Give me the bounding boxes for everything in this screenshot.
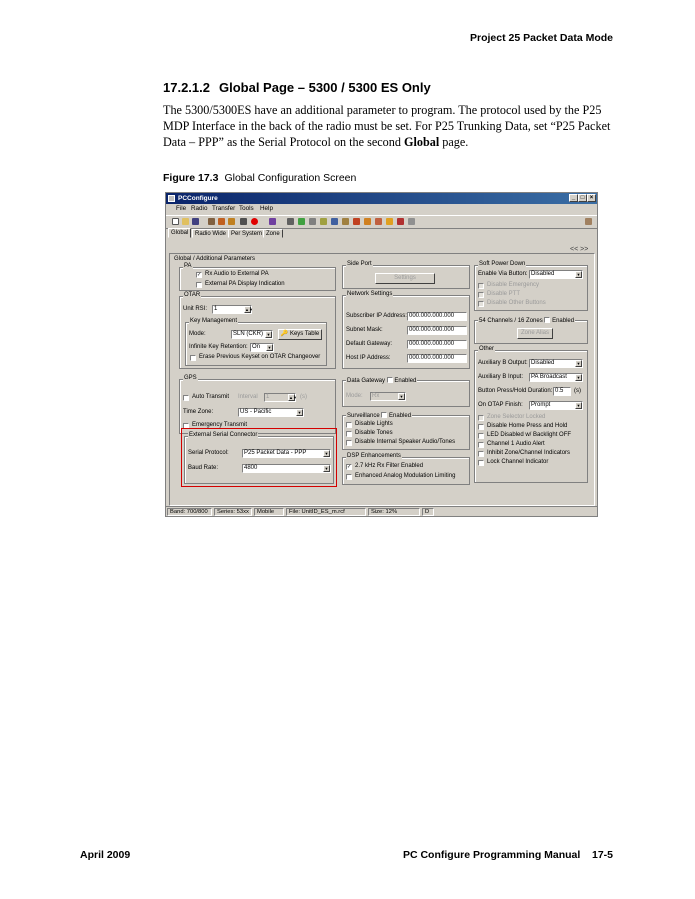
zone-selector-locked-label: Zone Selector Locked: [487, 414, 546, 420]
otar-title: OTAR: [184, 292, 201, 298]
window-title: PCConfigure: [178, 195, 218, 202]
status-bar: [166, 506, 597, 517]
press-hold-unit: (s): [574, 388, 581, 394]
other-group: [474, 346, 588, 483]
new-icon[interactable]: [172, 218, 179, 225]
dropdown-arrow-icon: ▼: [399, 394, 404, 399]
mode-select[interactable]: SLN (CKR) ▼: [231, 330, 273, 339]
enable-via-button-select[interactable]: Disabled ▼: [529, 270, 583, 279]
status-flag: D: [422, 508, 434, 516]
page-header: Project 25 Packet Data Mode: [470, 32, 613, 44]
time-zone-select[interactable]: US - Pacific ▼: [238, 408, 304, 417]
interval-label: Interval: [238, 394, 258, 400]
disable-emergency-checkbox[interactable]: [478, 283, 484, 289]
figure-caption-text: Global Configuration Screen: [224, 172, 357, 184]
press-hold-input[interactable]: 0.5: [553, 387, 571, 396]
footer-date: April 2009: [80, 849, 131, 861]
rx-audio-checkbox[interactable]: ✓: [197, 272, 202, 278]
disable-lights-label: Disable Lights: [355, 421, 393, 427]
tab-radio-wide[interactable]: Radio Wide: [192, 229, 229, 238]
dropdown-arrow-icon: ▼: [267, 345, 272, 350]
side-port-group: [342, 261, 470, 289]
body-paragraph: [163, 102, 613, 150]
menu-bar: [166, 204, 597, 214]
press-hold-label: Button Press/Hold Duration:: [478, 388, 553, 394]
help-icon[interactable]: [269, 218, 276, 225]
section-heading: [163, 80, 431, 95]
otar-group: [179, 292, 336, 369]
dropdown-arrow-icon: ▼: [324, 451, 329, 456]
aux-b-output-label: Auxiliary B Output:: [478, 360, 528, 366]
title-bar: [166, 193, 597, 204]
inhibit-indicators-label: Inhibit Zone/Channel Indicators: [487, 450, 571, 456]
rx-filter-checkbox[interactable]: ✓: [347, 464, 352, 470]
disable-other-buttons-checkbox[interactable]: [478, 301, 484, 307]
tool-icon-9[interactable]: [375, 218, 382, 225]
infinite-key-label: Infinite Key Retention:: [189, 344, 248, 350]
page-nav-arrows[interactable]: << >>: [570, 246, 589, 253]
key-management-group: [185, 318, 327, 366]
tab-zone[interactable]: Zone: [263, 229, 283, 238]
subscriber-ip-input[interactable]: 000.000.000.000: [407, 312, 467, 321]
lock-channel-indicator-label: Lock Channel Indicator: [487, 459, 549, 465]
unit-rsi-input[interactable]: 1 ▲▼: [214, 306, 253, 312]
ext-pa-display-checkbox[interactable]: [196, 282, 202, 288]
interval-unit: (s): [300, 394, 307, 400]
data-gateway-title: Data Gateway Enabled: [347, 378, 417, 384]
disable-speaker-label: Disable Internal Speaker Audio/Tones: [355, 439, 456, 445]
led-disabled-label: LED Disabled w/ Backlight OFF: [487, 432, 572, 438]
record-icon[interactable]: [251, 218, 258, 225]
tab-per-system[interactable]: Per System: [228, 229, 265, 238]
data-gateway-enabled-label: Enabled: [394, 378, 417, 384]
menu-radio[interactable]: Radio: [191, 205, 208, 212]
status-size: Size: 12%: [368, 508, 420, 516]
tool-icon-5[interactable]: [331, 218, 338, 225]
figure-label: Figure 17.3: [163, 172, 219, 184]
rx-filter-label: 2.7 kHz Rx Filter Enabled: [355, 463, 424, 469]
erase-keyset-label: Erase Previous Keyset on OTAR Changeover: [199, 354, 321, 360]
dropdown-arrow-icon: ▼: [324, 466, 329, 471]
otap-finish-select[interactable]: Prompt ▼: [529, 401, 583, 410]
tool-icon-8[interactable]: [364, 218, 371, 225]
channel1-alert-checkbox[interactable]: [478, 442, 484, 448]
subnet-mask-label: Subnet Mask:: [346, 327, 383, 333]
subnet-mask-input[interactable]: 000.000.000.000: [407, 326, 467, 335]
tool-icon-4[interactable]: [320, 218, 327, 225]
dropdown-arrow-icon: ▼: [576, 361, 581, 366]
subscriber-ip-label: Subscriber IP Address:: [346, 313, 407, 319]
disable-tones-label: Disable Tones: [355, 430, 393, 436]
tool-icon-1[interactable]: [287, 218, 294, 225]
analog-limiting-checkbox[interactable]: [346, 474, 352, 480]
aux-b-input-label: Auxiliary B Input:: [478, 374, 524, 380]
minimize-button[interactable]: _: [569, 194, 578, 202]
lock-channel-indicator-checkbox[interactable]: [478, 460, 484, 466]
zone-selector-locked-checkbox[interactable]: [478, 415, 484, 421]
disable-emergency-label: Disable Emergency: [487, 282, 540, 288]
menu-transfer[interactable]: Transfer: [212, 205, 236, 212]
baud-rate-label: Baud Rate:: [188, 465, 219, 471]
maximize-button[interactable]: □: [578, 194, 587, 202]
write-radio-icon[interactable]: [218, 218, 225, 225]
dsp-group: [342, 453, 470, 485]
gateway-mode-label: Mode:: [346, 393, 363, 399]
time-zone-label: Time Zone:: [183, 409, 214, 415]
otap-finish-label: On OTAP Finish:: [478, 402, 523, 408]
channels-zones-title: 54 Channels / 16 Zones Enabled: [479, 318, 575, 324]
led-disabled-checkbox[interactable]: [478, 433, 484, 439]
read-radio-icon[interactable]: [208, 218, 215, 225]
surveillance-group: [342, 415, 470, 450]
data-gateway-enabled-checkbox[interactable]: [387, 377, 393, 383]
channels-enabled-checkbox[interactable]: [544, 317, 550, 323]
status-file: File: UnitID_ES_m.rcf: [286, 508, 366, 516]
soft-power-title: Soft Power Down: [479, 261, 526, 267]
app-icon: [168, 195, 175, 202]
global-panel: [169, 253, 595, 506]
keys-table-button[interactable]: 🔑 Keys Table: [278, 329, 322, 340]
figure-caption: [163, 172, 356, 184]
dsp-title: DSP Enhancements: [347, 453, 401, 459]
dropdown-arrow-icon: ▼: [576, 375, 581, 380]
key-management-title: Key Management: [190, 318, 238, 324]
surveillance-enabled-label: Enabled: [389, 413, 412, 419]
clone-icon[interactable]: [228, 218, 235, 225]
section-number: 17.2.1.2: [163, 80, 210, 95]
status-type: Mobile: [254, 508, 284, 516]
para-text-2: page.: [439, 135, 469, 149]
dropdown-arrow-icon: ▼: [576, 272, 581, 277]
auto-transmit-label: Auto Transmit: [192, 394, 230, 400]
open-icon[interactable]: [182, 218, 189, 225]
other-title: Other: [479, 346, 495, 352]
tool-icon-7[interactable]: [353, 218, 360, 225]
highlight-box: [181, 428, 337, 487]
inhibit-indicators-checkbox[interactable]: [478, 451, 484, 457]
surveillance-enabled-checkbox[interactable]: [381, 412, 387, 418]
status-band: Band: 700/800: [167, 508, 212, 516]
grid-icon[interactable]: [585, 218, 592, 225]
surveillance-title: Surveillance Enabled: [347, 413, 412, 419]
dropdown-arrow-icon: ▼: [576, 403, 581, 408]
para-text-1: The 5300/5300ES have an additional parameter to program. The protocol used by the P25 MDP Interface in the back of the radio must be set. For P25 Trunking Data, set “P25 Packet Data – PPP” as the Serial Protocol on the second: [163, 103, 611, 149]
aux-b-input-select[interactable]: PA Broadcast ▼: [529, 373, 583, 382]
key-icon: 🔑: [280, 331, 289, 337]
main-group-title: Global / Additional Parameters: [174, 256, 256, 262]
section-title: Global Page – 5300 / 5300 ES Only: [219, 80, 431, 95]
gps-group: [179, 375, 336, 434]
external-serial-title: External Serial Connector: [189, 432, 258, 438]
auto-transmit-checkbox[interactable]: [183, 395, 189, 401]
data-gateway-group: [342, 380, 470, 407]
infinite-key-select[interactable]: On ▼: [250, 343, 274, 352]
ext-pa-display-label: External PA Display Indication: [205, 281, 285, 287]
host-ip-label: Host IP Address:: [346, 355, 391, 361]
para-bold: Global: [404, 135, 440, 149]
tool-icon-2[interactable]: [298, 218, 305, 225]
baud-rate-select[interactable]: 4800 ▼: [242, 464, 331, 473]
emergency-transmit-label: Emergency Transmit: [192, 422, 248, 428]
spinner-icon: ▲▼: [289, 395, 297, 400]
disable-tones-checkbox[interactable]: [346, 431, 352, 437]
rx-audio-label: Rx Audio to External PA: [205, 271, 269, 277]
settings-button[interactable]: Settings: [375, 273, 435, 284]
serial-protocol-select[interactable]: P25 Packet Data - PPP ▼: [242, 449, 331, 458]
tool-icon-3[interactable]: [309, 218, 316, 225]
footer-manual-page: PC Configure Programming Manual 17-5: [402, 849, 613, 861]
serial-protocol-label: Serial Protocol:: [188, 450, 229, 456]
aux-b-output-select[interactable]: Disabled ▼: [529, 359, 583, 368]
channels-zones-group: [474, 320, 588, 344]
host-ip-input[interactable]: 000.000.000.000: [407, 354, 467, 363]
gateway-mode-select[interactable]: Rx ▼: [370, 392, 406, 401]
disable-home-checkbox[interactable]: [478, 424, 484, 430]
enable-via-button-label: Enable Via Button:: [478, 271, 528, 277]
menu-file[interactable]: File: [176, 205, 187, 212]
pa-group: [179, 263, 336, 291]
channel1-alert-label: Channel 1 Audio Alert: [487, 441, 545, 447]
toolbar: [166, 215, 597, 229]
pcconfigure-window: [165, 192, 598, 517]
soft-power-group: [474, 261, 588, 311]
zone-alias-button[interactable]: Zone Alias: [517, 328, 553, 339]
erase-keyset-checkbox[interactable]: [190, 355, 196, 361]
tool-icon-11[interactable]: [397, 218, 404, 225]
menu-help[interactable]: Help: [260, 205, 273, 212]
side-port-title: Side Port: [347, 261, 372, 267]
channels-enabled-label: Enabled: [552, 318, 575, 324]
stop-icon[interactable]: [240, 218, 247, 225]
unit-rsi-label: Unit RSI:: [183, 306, 208, 312]
tool-icon-6[interactable]: [342, 218, 349, 225]
close-button[interactable]: ×: [587, 194, 596, 202]
disable-speaker-checkbox[interactable]: [346, 440, 352, 446]
tab-global[interactable]: Global: [168, 228, 191, 238]
disable-ptt-label: Disable PTT: [487, 291, 521, 297]
pa-title: PA: [184, 263, 192, 269]
default-gateway-input[interactable]: 000.000.000.000: [407, 340, 467, 349]
save-icon[interactable]: [192, 218, 199, 225]
mode-label: Mode:: [189, 331, 206, 337]
default-gateway-label: Default Gateway:: [346, 341, 393, 347]
gps-title: GPS: [184, 375, 197, 381]
network-settings-title: Network Settings: [347, 291, 393, 297]
spinner-icon: ▲▼: [245, 307, 253, 312]
disable-other-buttons-label: Disable Other Buttons: [487, 300, 546, 306]
disable-lights-checkbox[interactable]: [346, 422, 352, 428]
disable-home-label: Disable Home Press and Hold: [487, 423, 568, 429]
interval-input[interactable]: 1 ▲▼: [266, 394, 297, 400]
analog-limiting-label: Enhanced Analog Modulation Limiting: [355, 473, 456, 479]
tool-icon-12[interactable]: [408, 218, 415, 225]
network-settings-group: [342, 291, 470, 369]
disable-ptt-checkbox[interactable]: [478, 292, 484, 298]
menu-tools[interactable]: Tools: [239, 205, 254, 212]
tool-icon-10[interactable]: [386, 218, 393, 225]
dropdown-arrow-icon: ▼: [266, 332, 271, 337]
status-series: Series: 53xx: [214, 508, 252, 516]
dropdown-arrow-icon: ▼: [297, 410, 302, 415]
